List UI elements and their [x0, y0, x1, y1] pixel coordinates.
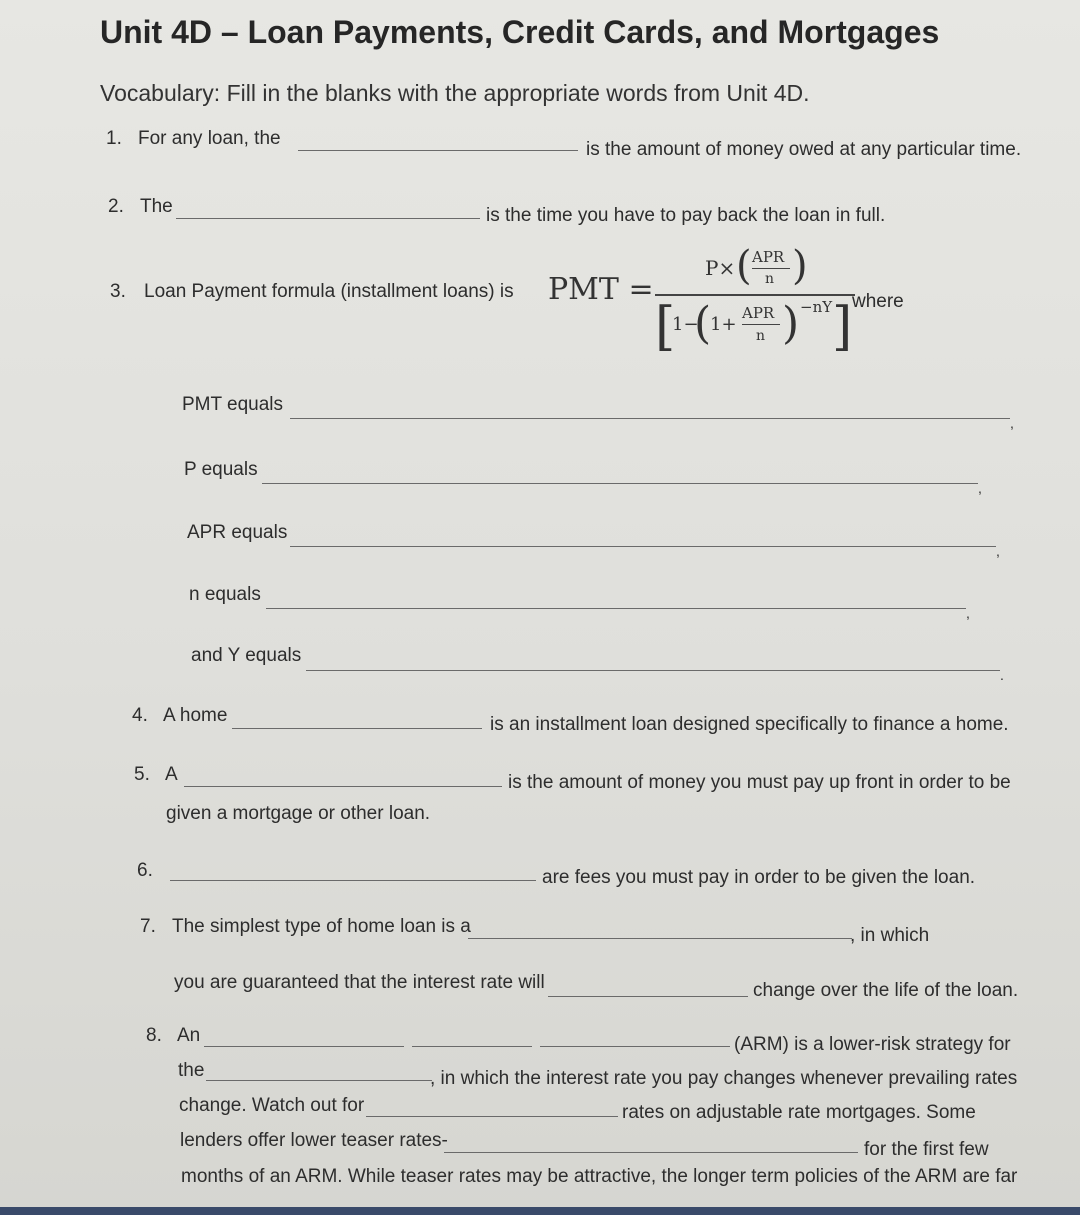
q8-line3-after: rates on adjustable rate mortgages. Some	[622, 1102, 976, 1123]
q3-prompt-before: Loan Payment formula (installment loans) is	[144, 281, 514, 302]
formula-lhs: PMT =	[548, 272, 654, 307]
apr-equals-end: ,	[996, 543, 1000, 559]
q4-prompt-before: A home	[163, 705, 228, 726]
formula-apr-bottom: APR	[742, 304, 775, 322]
formula-den-one-minus: 1−	[672, 314, 699, 335]
formula-den-one-plus: 1+	[710, 314, 737, 335]
q2-number: 2.	[108, 196, 124, 217]
q3-prompt-after: where	[852, 291, 904, 312]
formula-n-bottom: n	[756, 328, 766, 344]
q7-line2-before: you are guaranteed that the interest rate will	[174, 972, 545, 993]
q6-prompt-after: are fees you must pay in order to be given the loan.	[542, 867, 976, 888]
vocabulary-instruction: Vocabulary: Fill in the blanks with the appropriate words from Unit 4D.	[100, 80, 810, 106]
q8-line1-after: (ARM) is a lower-risk strategy for	[734, 1034, 1011, 1055]
q2-answer-blank[interactable]	[176, 218, 480, 219]
p-equals-blank[interactable]	[262, 483, 978, 484]
q8-line3-before: change. Watch out for	[179, 1095, 365, 1116]
pmt-equals-label: PMT equals	[182, 394, 284, 415]
apr-equals-label: APR equals	[187, 522, 288, 543]
pmt-equals-blank[interactable]	[290, 418, 1010, 419]
formula-paren-open: (	[736, 243, 752, 289]
formula-bracket-close: ]	[832, 297, 853, 357]
q1-prompt-before: For any loan, the	[138, 128, 281, 149]
formula-apr-top: APR	[752, 248, 785, 266]
formula-numerator-p: P×	[705, 256, 736, 280]
n-equals-label: n equals	[189, 584, 261, 605]
q8-answer-blank-1c[interactable]	[540, 1046, 730, 1047]
q6-answer-blank[interactable]	[170, 880, 536, 881]
q8-answer-blank-3[interactable]	[366, 1116, 618, 1117]
q8-answer-blank-2[interactable]	[206, 1080, 432, 1081]
formula-den-paren-open: (	[694, 298, 712, 349]
q3-number: 3.	[110, 281, 126, 302]
q7-prompt-before: The simplest type of home loan is a	[172, 916, 471, 937]
q7-prompt-after: , in which	[850, 925, 930, 946]
q5-answer-blank[interactable]	[184, 786, 502, 787]
q7-number: 7.	[140, 916, 156, 937]
q8-answer-blank-4[interactable]	[444, 1152, 858, 1153]
formula-exponent: −nY	[800, 298, 833, 316]
formula-inner-fraction-line	[752, 268, 790, 269]
q5-prompt-after: is the amount of money you must pay up front in order to be	[508, 772, 1011, 793]
q8-answer-blank-1b[interactable]	[412, 1046, 532, 1047]
n-equals-blank[interactable]	[266, 608, 966, 609]
screen-edge-strip	[0, 1207, 1080, 1215]
q8-number: 8.	[146, 1025, 162, 1046]
q8-line4-before: lenders offer lower teaser rates-	[180, 1130, 448, 1151]
n-equals-end: ,	[966, 605, 970, 621]
q4-answer-blank[interactable]	[232, 728, 482, 729]
y-equals-label: and Y equals	[191, 645, 302, 666]
q2-prompt-before: The	[140, 196, 173, 217]
formula-den-fraction-line	[742, 324, 780, 325]
formula-paren-close: )	[792, 243, 808, 289]
q4-prompt-after: is an installment loan designed specifically to finance a home.	[490, 714, 1009, 735]
q1-answer-blank[interactable]	[298, 150, 578, 151]
q1-number: 1.	[106, 128, 122, 149]
q2-prompt-after: is the time you have to pay back the loan in full.	[486, 205, 886, 226]
q1-prompt-after: is the amount of money owed at any particular time.	[586, 139, 1022, 160]
q8-line5: months of an ARM. While teaser rates may be attractive, the longer term policies of the ARM are far	[181, 1166, 1018, 1187]
q5-prompt-before: A	[165, 764, 178, 785]
q7-answer-blank-1[interactable]	[468, 938, 852, 939]
y-equals-end: .	[1000, 667, 1004, 683]
page-title: Unit 4D – Loan Payments, Credit Cards, and Mortgages	[100, 14, 940, 50]
q5-prompt-line2: given a mortgage or other loan.	[166, 803, 431, 824]
pmt-equals-end: ,	[1010, 415, 1014, 431]
y-equals-blank[interactable]	[306, 670, 1000, 671]
q8-line2-after: , in which the interest rate you pay changes whenever prevailing rates	[430, 1068, 1018, 1089]
q8-line2-before: the	[178, 1060, 205, 1081]
q6-number: 6.	[137, 860, 153, 881]
p-equals-label: P equals	[184, 459, 258, 480]
q8-line4-after: for the first few	[864, 1139, 989, 1160]
formula-main-fraction-line	[655, 294, 855, 296]
formula-den-paren-close: )	[782, 298, 800, 349]
q8-answer-blank-1a[interactable]	[204, 1046, 404, 1047]
apr-equals-blank[interactable]	[290, 546, 996, 547]
p-equals-end: ,	[978, 480, 982, 496]
q7-answer-blank-2[interactable]	[548, 996, 748, 997]
q8-line1-before: An	[177, 1025, 201, 1046]
q4-number: 4.	[132, 705, 148, 726]
formula-bracket-open: [	[655, 297, 676, 357]
q5-number: 5.	[134, 764, 150, 785]
q7-line2-after: change over the life of the loan.	[753, 980, 1019, 1001]
formula-n-top: n	[765, 271, 775, 287]
